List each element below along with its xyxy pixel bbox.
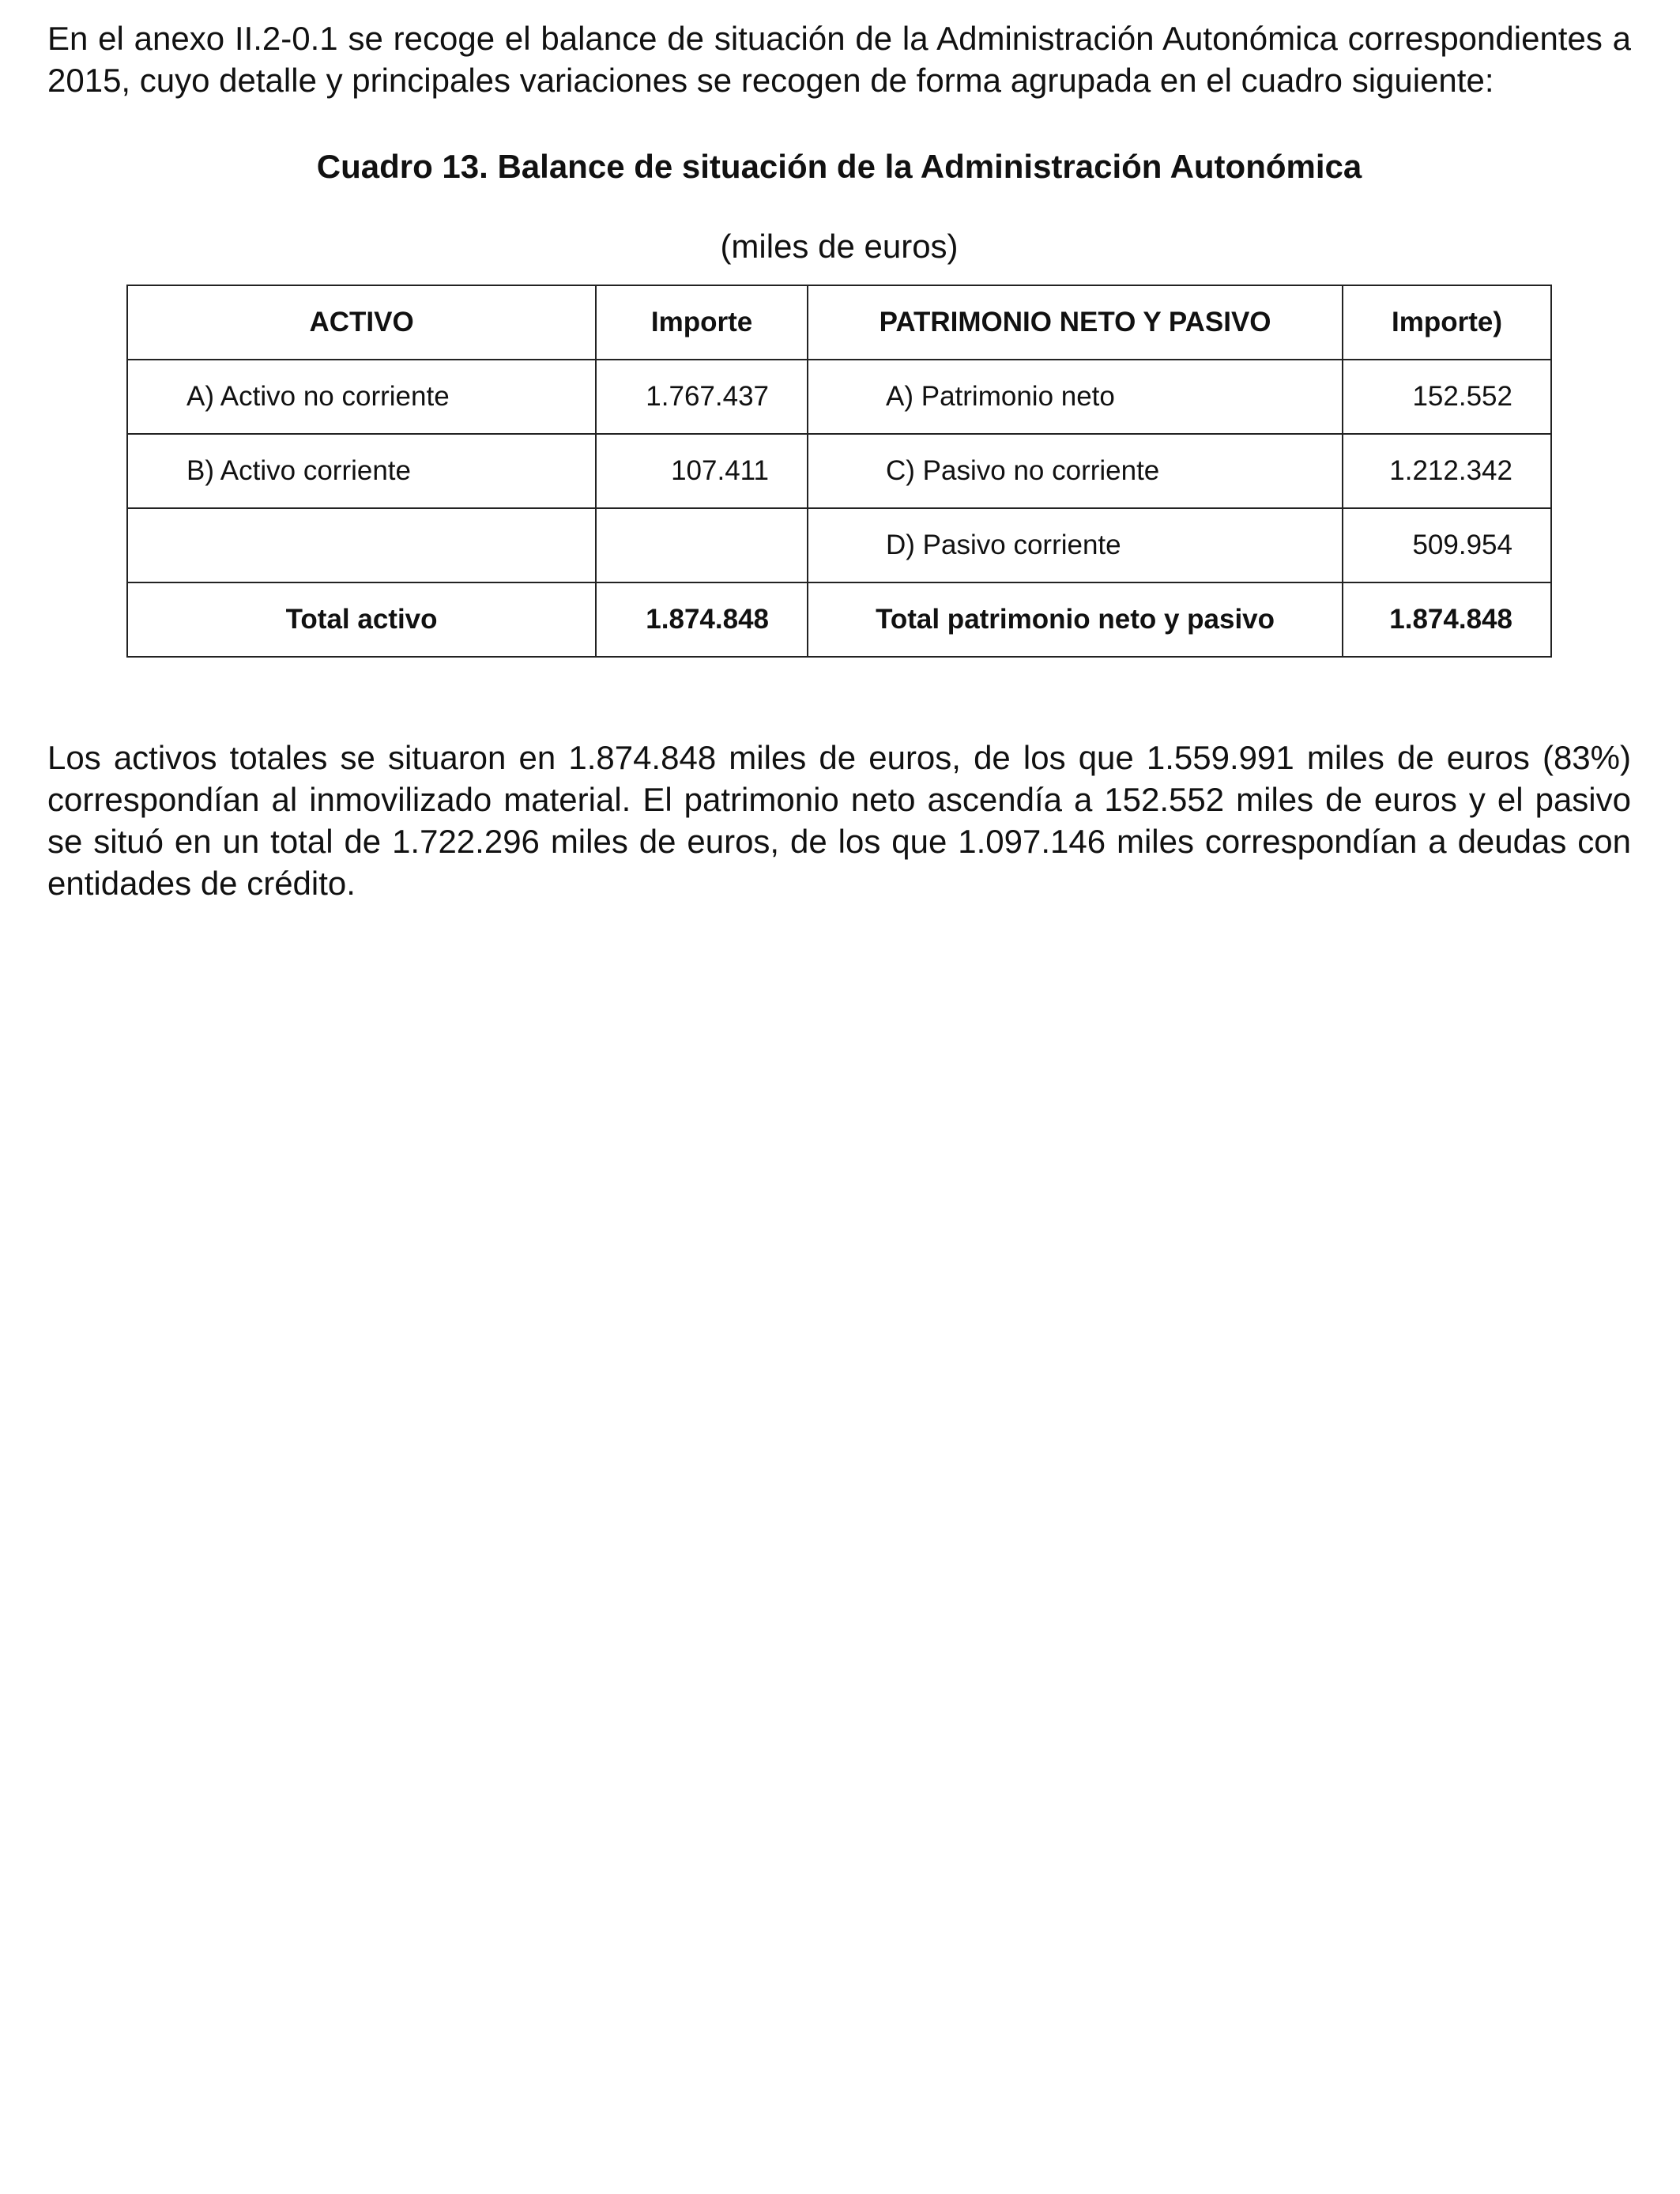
- table-subtitle: (miles de euros): [720, 228, 959, 265]
- table-title: Cuadro 13. Balance de situación de la Administración Autonómica: [316, 148, 1362, 185]
- table-row: [127, 360, 1551, 434]
- table-header-row: [127, 285, 1551, 360]
- row-activo-label: B) Activo corriente: [127, 434, 596, 508]
- row-activo-amount: [596, 508, 808, 582]
- row-pasivo-amount: 152.552: [1343, 360, 1551, 434]
- header-importe-pasivo: Importe): [1343, 285, 1551, 360]
- total-pasivo-amount: 1.874.848: [1343, 582, 1551, 657]
- intro-paragraph: En el anexo II.2-0.1 se recoge el balance de situación de la Administración Autonómica correspondientes a 2015, cuyo detalle y principales variaciones se recogen de forma agrupada en el cuadro siguiente:: [47, 20, 1631, 99]
- table-total-row: [127, 582, 1551, 657]
- total-activo-label: Total activo: [127, 582, 596, 657]
- row-pasivo-amount: 509.954: [1343, 508, 1551, 582]
- table-row: [127, 508, 1551, 582]
- row-pasivo-label: D) Pasivo corriente: [808, 508, 1343, 582]
- row-activo-label: A) Activo no corriente: [127, 360, 596, 434]
- closing-paragraph: Los activos totales se situaron en 1.874.848 miles de euros, de los que 1.559.991 miles de euros (83%) correspondían al inmovilizado material. El patrimonio neto ascendía a 152.552 miles de euros y el pasivo se situó en un total de 1.722.296 miles de euros, de los que 1.097.146 miles correspondían a deudas con entidades de crédito.: [47, 739, 1631, 902]
- row-activo-amount: 107.411: [596, 434, 808, 508]
- table-row: [127, 434, 1551, 508]
- total-activo-amount: 1.874.848: [596, 582, 808, 657]
- header-activo: ACTIVO: [127, 285, 596, 360]
- row-pasivo-label: C) Pasivo no corriente: [808, 434, 1343, 508]
- header-importe-activo: Importe: [596, 285, 808, 360]
- document-page: [47, 17, 1631, 904]
- row-pasivo-amount: 1.212.342: [1343, 434, 1551, 508]
- header-pasivo: PATRIMONIO NETO Y PASIVO: [808, 285, 1343, 360]
- row-activo-label: [127, 508, 596, 582]
- row-activo-amount: 1.767.437: [596, 360, 808, 434]
- row-pasivo-label: A) Patrimonio neto: [808, 360, 1343, 434]
- total-pasivo-label: Total patrimonio neto y pasivo: [808, 582, 1343, 657]
- balance-table: [126, 285, 1552, 658]
